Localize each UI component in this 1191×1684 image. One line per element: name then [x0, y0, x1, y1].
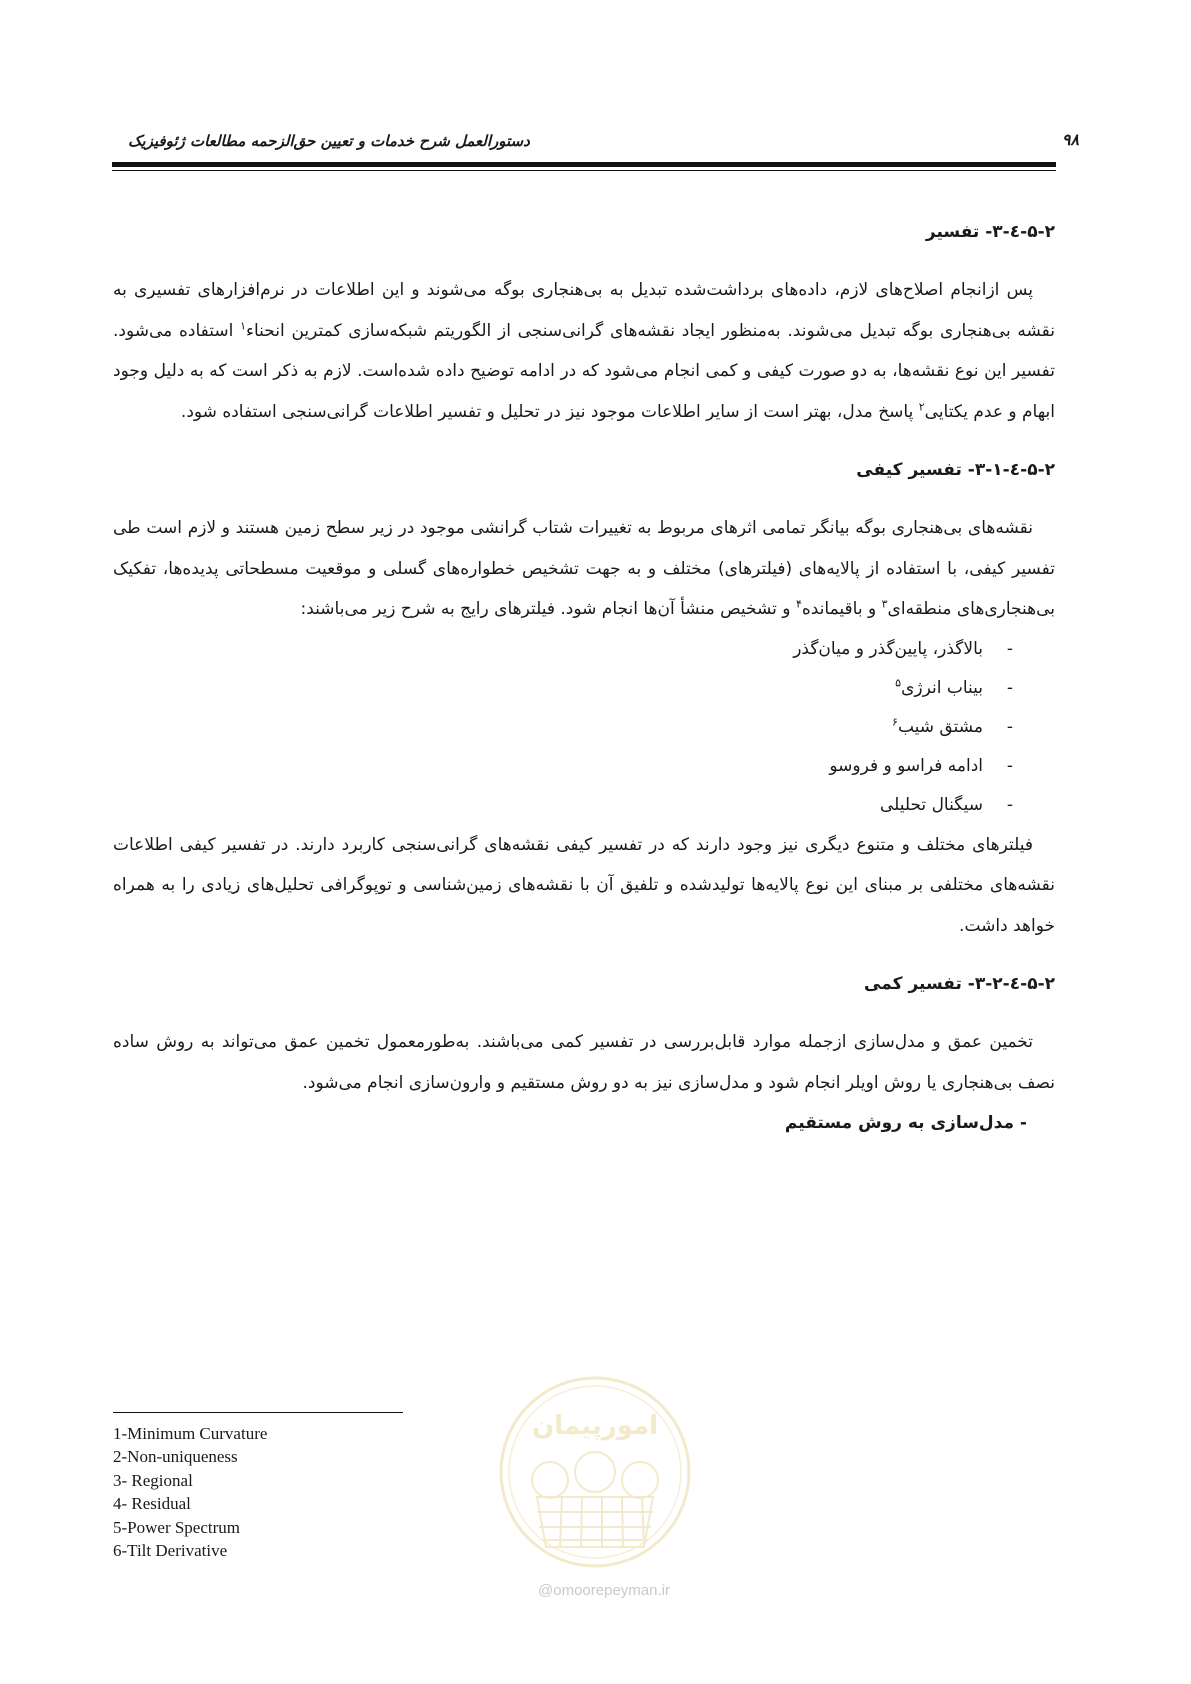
- list-dash: -: [1006, 755, 1013, 776]
- text-run: پس ازانجام اصلاح‌های لازم، داده‌های برداشت‌شده تبدیل به بی‌هنجاری بوگه می‌شوند و این اطلاعات در نرم‌افزارهای تفسیری به نقشه بی‌هنجاری بوگه تبدیل می‌شوند. به‌منظور ایجاد نقشه‌های گرانی‌سنجی از الگوریتم شبکه‌سازی کمترین انحناء: [113, 280, 1056, 341]
- subheading-direct-modeling: - مدل‌سازی به روش مستقیم: [784, 1113, 1027, 1133]
- paragraph-quantitative: تخمین عمق و مدل‌سازی ازجمله موارد قابل‌بررسی در تفسیر کمی می‌باشند. به‌طورمعمول تخمین عمق می‌تواند به روش ساده نصف بی‌هنجاری یا روش اویلر انجام شود و مدل‌سازی نیز به دو روش مستقیم و وارون‌سازی انجام می‌شود.: [113, 1032, 1055, 1093]
- header-rule-thick: [112, 162, 1056, 167]
- list-item: [113, 786, 1013, 825]
- list-item: [113, 747, 1013, 786]
- list-item: [113, 708, 1013, 747]
- text-run: نقشه‌های بی‌هنجاری بوگه بیانگر تمامی اثرهای مربوط به تغییرات شتاب گرانشی موجود در زیر سطح زمین هستند و لازم است طی تفسیر کیفی، با استفاده از پالایه‌های (فیلترهای) مختلف و به جهت تشخیص خطواره‌های گسلی و موقعیت مسطحاتی پدیده‌ها، تفکیک بی‌هنجاری‌های منطقه‌ای: [113, 518, 1055, 619]
- list-dash: -: [1006, 638, 1013, 659]
- footnote-ref-3[interactable]: ۳: [881, 597, 888, 611]
- running-header-title: دستورالعمل شرح خدمات و تعیین حق‌الزحمه مطالعات ژئوفیزیک: [128, 132, 530, 150]
- text-run: و تشخیص منشأ آن‌ها انجام شود. فیلترهای رایج به شرح زیر می‌باشند:: [300, 599, 796, 619]
- footnote-ref-2[interactable]: ۲: [918, 399, 925, 413]
- list-item-text: سیگنال تحلیلی: [879, 794, 983, 815]
- footnote-6: 6-Tilt Derivative: [113, 1541, 228, 1561]
- footnote-3: 3- Regional: [113, 1470, 193, 1490]
- list-dash: -: [1006, 794, 1013, 815]
- list-item-text: بیناب انرژی: [901, 677, 983, 698]
- section-heading-qualitative: ۵-۲-٤-۳-۱- تفسیر کیفی: [856, 460, 1055, 480]
- list-item-text: ادامه فراسو و فروسو: [829, 755, 983, 776]
- body-text: [113, 212, 1055, 1143]
- paragraph-qualitative: [113, 508, 1055, 630]
- text-run: استفاده می‌شود. تفسیر این نوع نقشه‌ها، به دو صورت کیفی و کمی انجام می‌شود که در ادامه توضیح داده شده‌است. لازم به ذکر است که به دلیل وجود ابهام و عدم یکتایی: [113, 320, 1055, 422]
- footnote-ref-4[interactable]: ۴: [795, 597, 802, 611]
- list-item-text: بالاگذر، پایین‌گذر و میان‌گذر: [793, 638, 983, 659]
- list-dash: -: [1006, 716, 1013, 737]
- watermark-logo-icon: [492, 1372, 698, 1572]
- list-dash: -: [1006, 677, 1013, 698]
- footnote-5: 5-Power Spectrum: [113, 1517, 241, 1537]
- text-run: و باقیمانده: [801, 599, 882, 619]
- footnotes: [113, 1422, 513, 1562]
- header-rule-thin: [112, 170, 1056, 171]
- paragraph-filters: فیلترهای مختلف و متنوع دیگری نیز وجود دارند که در تفسیر کیفی نقشه‌های گرانی‌سنجی کاربرد دارند. در تفسیر کیفی اطلاعات نقشه‌های مختلفی بر مبنای این نوع پالایه‌ها تولیدشده و تلفیق آن با نقشه‌های زمین‌شناسی و توپوگرافی تحلیل‌های زیادی را به همراه خواهد داشت.: [113, 834, 1055, 936]
- footnote-1: 1-Minimum Curvature: [113, 1424, 268, 1443]
- page-number: ۹۸: [1061, 130, 1079, 149]
- list-item-text: مشتق شیب: [897, 716, 983, 737]
- footnote-ref-1[interactable]: ۱: [240, 318, 246, 332]
- watermark-logo-text: امورپیمان: [531, 1411, 659, 1441]
- footnote-rule: [113, 1412, 403, 1413]
- footnote-ref-5[interactable]: ۵: [895, 675, 902, 689]
- text-run: پاسخ مدل، بهتر است از سایر اطلاعات موجود نیز در تحلیل و تفسیر اطلاعات گرانی‌سنجی استفاده شود.: [180, 401, 919, 422]
- watermark-url: @omoorepeyman.ir: [538, 1582, 670, 1599]
- footnote-ref-6[interactable]: ۶: [892, 714, 898, 728]
- section-heading-interpretation: ۵-۲-٤-۳- تفسیر: [925, 222, 1055, 242]
- filter-list: [113, 630, 1055, 825]
- list-item: [113, 669, 1013, 708]
- paragraph-interpretation: [113, 270, 1055, 432]
- section-heading-quantitative: ۵-۲-٤-۳-۲- تفسیر کمی: [864, 974, 1055, 994]
- footnote-2: 2-Non-uniqueness: [113, 1447, 238, 1467]
- list-item: [113, 630, 1013, 669]
- footnote-4: 4- Residual: [113, 1494, 191, 1514]
